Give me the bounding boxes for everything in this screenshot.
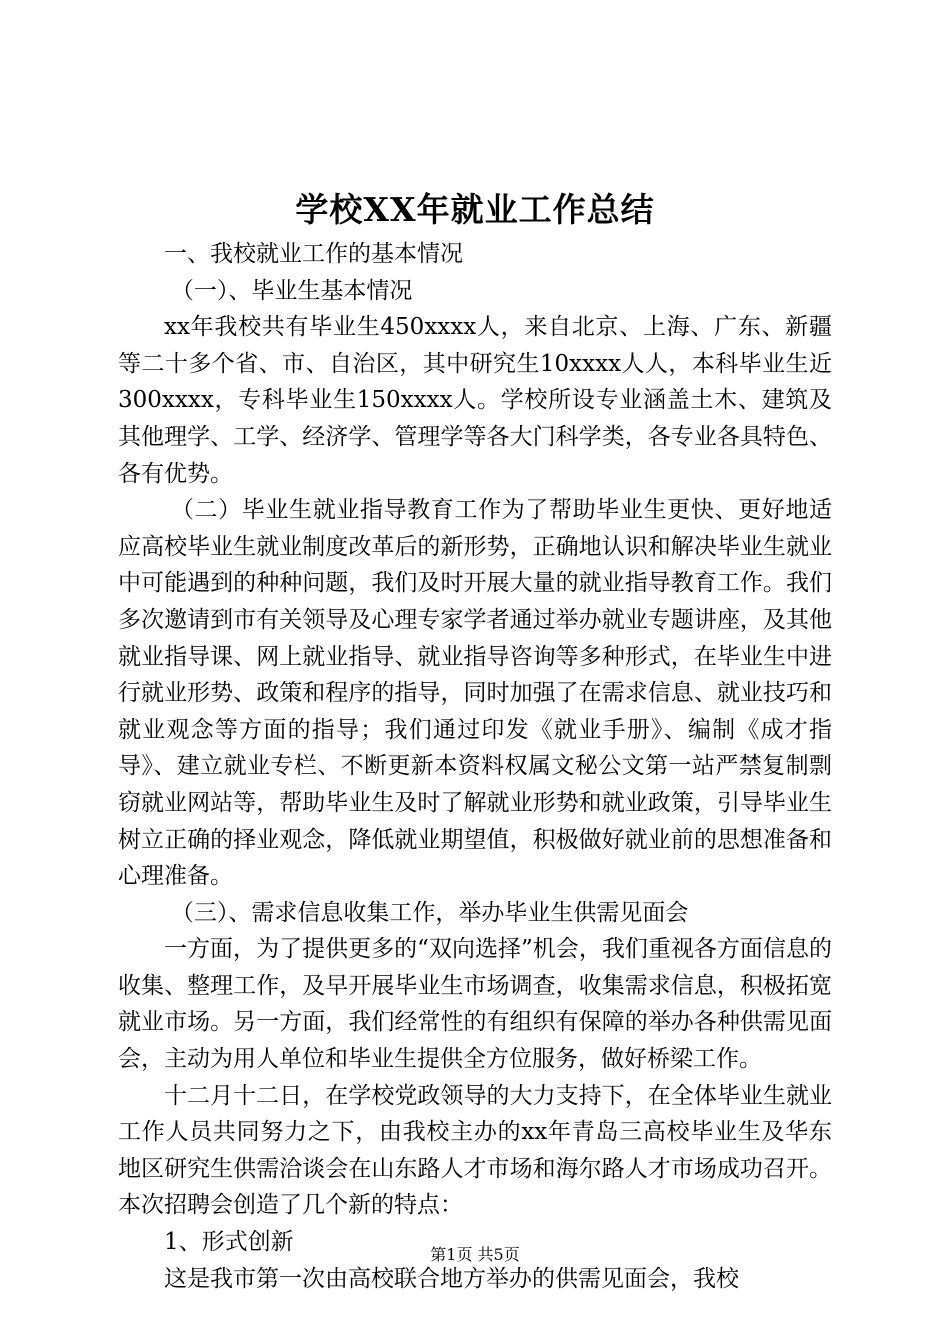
paragraph-graduates-overview: xx年我校共有毕业生450xxxx人，来自北京、上海、广东、新疆等二十多个省、市、自治区，其中研究生10xxxx人人，本科毕业生近300xxxx，专科毕业生150xxxx人。学校所设专业涵盖土木、建筑及其他理学、工学、经济学、管理学等各大门科学类，各专业各具特色、各有优势。 bbox=[118, 314, 832, 487]
paragraph-information-collection: 一方面，为了提供更多的“双向选择”机会，我们重视各方面信息的收集、整理工作，及早开展毕业生市场调查，收集需求信息，积极拓宽就业市场。另一方面，我们经常性的有组织有保障的举办各种供需见面会，主动为用人单位和毕业生提供全方位服务，做好桥梁工作。 bbox=[118, 936, 832, 1073]
page-footer: 第1页 共5页 bbox=[430, 1245, 520, 1264]
document-title: 学校XX年就业工作总结 bbox=[295, 190, 655, 229]
list-heading-form-innovation: 1、形式创新 bbox=[164, 1229, 294, 1256]
subsection-heading-1: （一）、毕业生基本情况 bbox=[170, 277, 413, 304]
section-heading-1: 一、我校就业工作的基本情况 bbox=[164, 241, 463, 267]
paragraph-job-fair: 十二月十二日，在学校党政领导的大力支持下，在全体毕业生就业工作人员共同努力之下，由我校主办的xx年青岛三高校毕业生及华东地区研究生供需洽谈会在山东路人才市场和海尔路人才市场成功召开。本次招聘会创造了几个新的特点： bbox=[118, 1082, 832, 1219]
paragraph-guidance-education: （二）毕业生就业指导教育工作为了帮助毕业生更快、更好地适应高校毕业生就业制度改革后的新形势，正确地认识和解决毕业生就业中可能遇到的种种问题，我们及时开展大量的就业指导教育工作。我们多次邀请到市有关领导及心理专家学者通过举办就业专题讲座，及其他就业指导课、网上就业指导、就业指导咨询等多种形式，在毕业生中进行就业形势、政策和程序的指导，同时加强了在需求信息、就业技巧和就业观念等方面的指导；我们通过印发《就业手册》、编制《成才指导》、建立就业专栏、不断更新本资料权属文秘公文第一站严禁复制剽窃就业网站等，帮助毕业生及时了解就业形势和就业政策，引导毕业生树立正确的择业观念，降低就业期望值，积极做好就业前的思想准备和心理准备。 bbox=[118, 497, 832, 890]
subsection-heading-3: （三）、需求信息收集工作，举办毕业生供需见面会 bbox=[170, 899, 689, 926]
paragraph-form-innovation: 这是我市第一次由高校联合地方举办的供需见面会，我校 bbox=[164, 1265, 739, 1292]
document-body bbox=[118, 236, 832, 1297]
